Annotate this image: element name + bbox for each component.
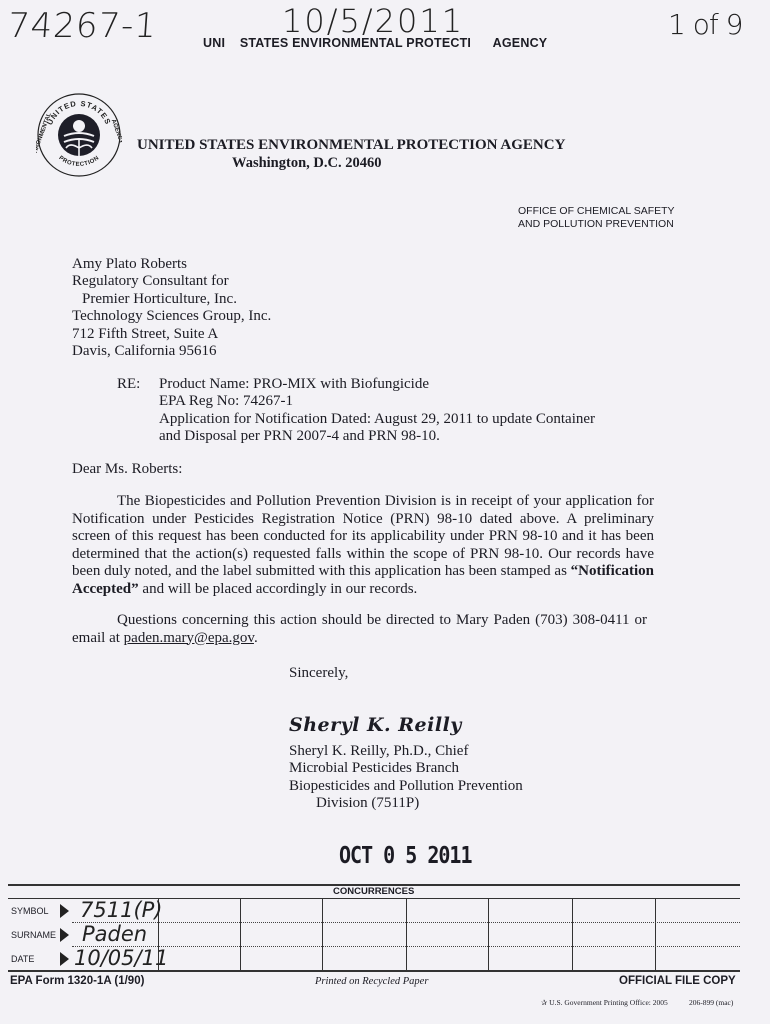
- recipient-title: Regulatory Consultant for: [72, 273, 229, 290]
- official-file-copy: OFFICIAL FILE COPY: [619, 975, 736, 987]
- date-handwritten-value: 10/05/11: [74, 946, 169, 970]
- body-paragraph-2-end: .: [253, 629, 258, 646]
- recipient-address: [72, 256, 271, 360]
- re-application-cont: and Disposal per PRN 2007-4 and PRN 98-10.: [159, 428, 440, 445]
- concurrences-title: CONCURRENCES: [333, 886, 415, 897]
- recipient-company: Technology Sciences Group, Inc.: [72, 308, 272, 325]
- column-divider: [322, 898, 323, 970]
- body-paragraph-2: [72, 612, 647, 647]
- body-paragraph-2-text: Questions concerning this action should be directed to Mary Paden (703) 308-0411 or email at: [72, 612, 647, 646]
- arrow-right-icon: [60, 952, 69, 966]
- gpo-code: 206-899 (mac): [689, 998, 734, 1007]
- symbol-handwritten-value: 7511(P): [80, 898, 163, 922]
- recipient-city: Davis, California 95616: [72, 343, 217, 360]
- signer-branch: Microbial Pesticides Branch: [289, 760, 459, 777]
- row-label-surname: SURNAME: [11, 930, 57, 940]
- epa-form-number: EPA Form 1320-1A (1/90): [10, 975, 145, 987]
- office-line-1: OFFICE OF CHEMICAL SAFETY: [518, 205, 675, 217]
- handwritten-file-number: 74267-1: [6, 6, 159, 46]
- letterhead-city: Washington, D.C. 20460: [232, 155, 382, 171]
- signer-block: [289, 743, 523, 813]
- office-line-2: AND POLLUTION PREVENTION: [518, 218, 674, 230]
- seal-top-text: UNITED STATES: [45, 98, 113, 127]
- svg-text:PROTECTION: [57, 155, 100, 168]
- recycled-paper-note: Printed on Recycled Paper: [315, 976, 429, 987]
- seal-right-text: AGENCY: [109, 118, 122, 145]
- concurrences-bottom-rule: [8, 970, 740, 972]
- row-label-symbol: SYMBOL: [11, 906, 49, 916]
- office-block: [518, 205, 675, 231]
- re-application: Application for Notification Dated: August 29, 2011 to update Container: [159, 410, 596, 427]
- column-divider: [572, 898, 573, 970]
- signer-division: Biopesticides and Pollution Prevention: [289, 777, 523, 794]
- body-paragraph-1-end: and will be placed accordingly in our records.: [138, 580, 418, 597]
- row-dotted-line: [72, 946, 740, 947]
- arrow-right-icon: [60, 928, 69, 942]
- re-details: [159, 376, 595, 446]
- handwritten-date: 10/5/2011: [282, 2, 465, 40]
- column-divider: [406, 898, 407, 970]
- closing: Sincerely,: [289, 665, 349, 681]
- notification-accepted-text: “Notification Accepted”: [72, 563, 654, 597]
- re-reg-no: EPA Reg No: 74267-1: [159, 393, 294, 410]
- email-link[interactable]: paden.mary@epa.gov: [123, 629, 254, 646]
- handwritten-page-count: 1 of 9: [668, 8, 743, 41]
- seal-left-text: ENVIRONMENTAL: [36, 112, 53, 164]
- re-label: RE:: [117, 376, 141, 392]
- epa-seal: [36, 92, 122, 178]
- signer-name: Sheryl K. Reilly, Ph.D., Chief: [289, 743, 469, 759]
- seal-bottom-text: PROTECTION: [57, 155, 101, 169]
- signer-division-2: Division (7511P): [316, 795, 420, 812]
- signature: Sheryl K. Reilly: [289, 714, 462, 736]
- top-agency-header: UNI STATES ENVIRONMENTAL PROTECTI AGENCY: [203, 36, 548, 50]
- column-divider: [488, 898, 489, 970]
- row-label-date: DATE: [11, 954, 35, 964]
- recipient-street: 712 Fifth Street, Suite A: [72, 325, 219, 342]
- salutation: Dear Ms. Roberts:: [72, 461, 183, 477]
- epa-seal-icon: [36, 92, 122, 178]
- arrow-right-icon: [60, 904, 69, 918]
- body-paragraph-1: [72, 493, 654, 598]
- row-dotted-line: [72, 922, 740, 923]
- gpo-note: ✰ U.S. Government Printing Office: 2005: [541, 998, 668, 1007]
- body-paragraph-1-text: The Biopesticides and Pollution Prevention Division is in receipt of your application for Notification under Pesticides Registration Notice (PRN) 98-10 dated above. A preliminary screen of this request has been conducted for its applicability under PRN 98-10 and it has been determined that the action(s) requested falls within the scope of PRN 98-10. Our records have been duly noted, and the label submitted with this application has been stamped as: [72, 493, 654, 579]
- column-divider: [655, 898, 656, 970]
- column-divider: [240, 898, 241, 970]
- letterhead-agency: UNITED STATES ENVIRONMENTAL PROTECTION AGENCY: [137, 137, 566, 153]
- recipient-client: Premier Horticulture, Inc.: [82, 290, 237, 307]
- recipient-name: Amy Plato Roberts: [72, 256, 187, 272]
- re-product: Product Name: PRO-MIX with Biofungicide: [159, 376, 429, 392]
- surname-handwritten-value: Paden: [82, 922, 148, 946]
- date-stamp: OCT 0 5 2011: [339, 841, 472, 869]
